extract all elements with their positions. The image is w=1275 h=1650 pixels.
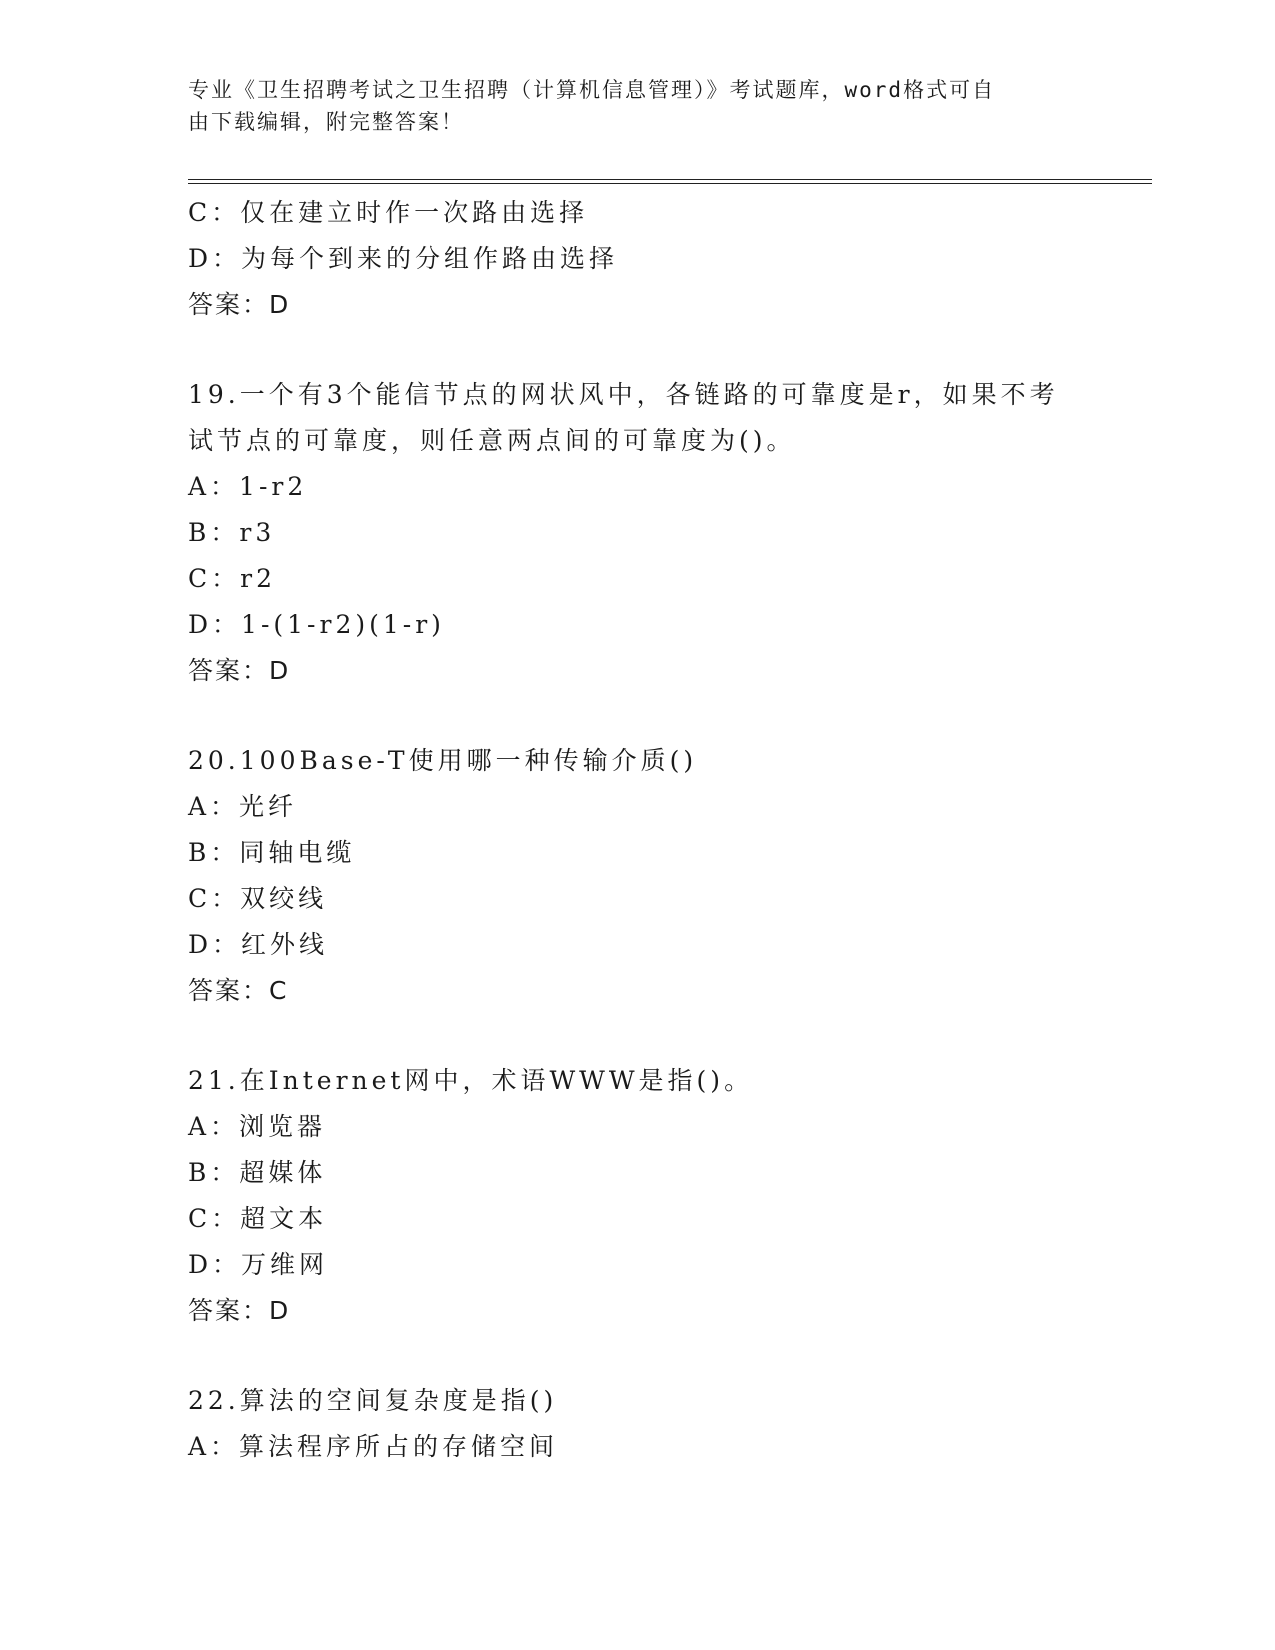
- spacer: [188, 1334, 1088, 1378]
- option-b: B：r3: [188, 518, 276, 547]
- answer-label: 答案：D: [188, 290, 291, 319]
- question-20: [188, 738, 1088, 1014]
- option-d: D：万维网: [188, 1250, 329, 1279]
- option-c: C：r2: [188, 564, 276, 593]
- question-19: [188, 372, 1088, 694]
- answer-label: 答案：D: [188, 656, 291, 685]
- answer-label: 答案：C: [188, 976, 289, 1005]
- question-22: [188, 1378, 1088, 1470]
- document-header: [188, 74, 1068, 138]
- spacer: [188, 1014, 1088, 1058]
- option-c: C：超文本: [188, 1204, 328, 1233]
- option-a: A：浏览器: [188, 1112, 327, 1141]
- question-list: [188, 190, 1088, 1470]
- option-c: C：双绞线: [188, 884, 328, 913]
- option-a: A：1-r2: [188, 472, 308, 501]
- option-a: A：光纤: [188, 792, 298, 821]
- question-text: 22.算法的空间复杂度是指(): [188, 1386, 558, 1415]
- option-d: D：为每个到来的分组作路由选择: [188, 244, 619, 273]
- question-text: 19.一个有3个能信节点的网状风中，各链路的可靠度是r，如果不考: [188, 380, 1059, 409]
- question-text-continued: 试节点的可靠度，则任意两点间的可靠度为()。: [188, 426, 796, 455]
- question-text: 20.100Base-T使用哪一种传输介质(): [188, 746, 698, 775]
- question-21: [188, 1058, 1088, 1334]
- option-c: C：仅在建立时作一次路由选择: [188, 198, 589, 227]
- header-line-1: 专业《卫生招聘考试之卫生招聘（计算机信息管理）》考试题库，word格式可自: [188, 78, 996, 102]
- header-line-2: 由下载编辑，附完整答案！: [188, 110, 464, 134]
- question-18: [188, 190, 1088, 328]
- spacer: [188, 328, 1088, 372]
- answer-label: 答案：D: [188, 1296, 291, 1325]
- spacer: [188, 694, 1088, 738]
- option-b: B：同轴电缆: [188, 838, 356, 867]
- option-d: D：1-(1-r2)(1-r): [188, 610, 445, 639]
- option-b: B：超媒体: [188, 1158, 327, 1187]
- header-divider-bottom: [188, 183, 1152, 184]
- header-divider-top: [188, 179, 1152, 180]
- option-d: D：红外线: [188, 930, 329, 959]
- question-text: 21.在Internet网中，术语WWW是指()。: [188, 1066, 754, 1095]
- option-a: A：算法程序所占的存储空间: [188, 1432, 559, 1461]
